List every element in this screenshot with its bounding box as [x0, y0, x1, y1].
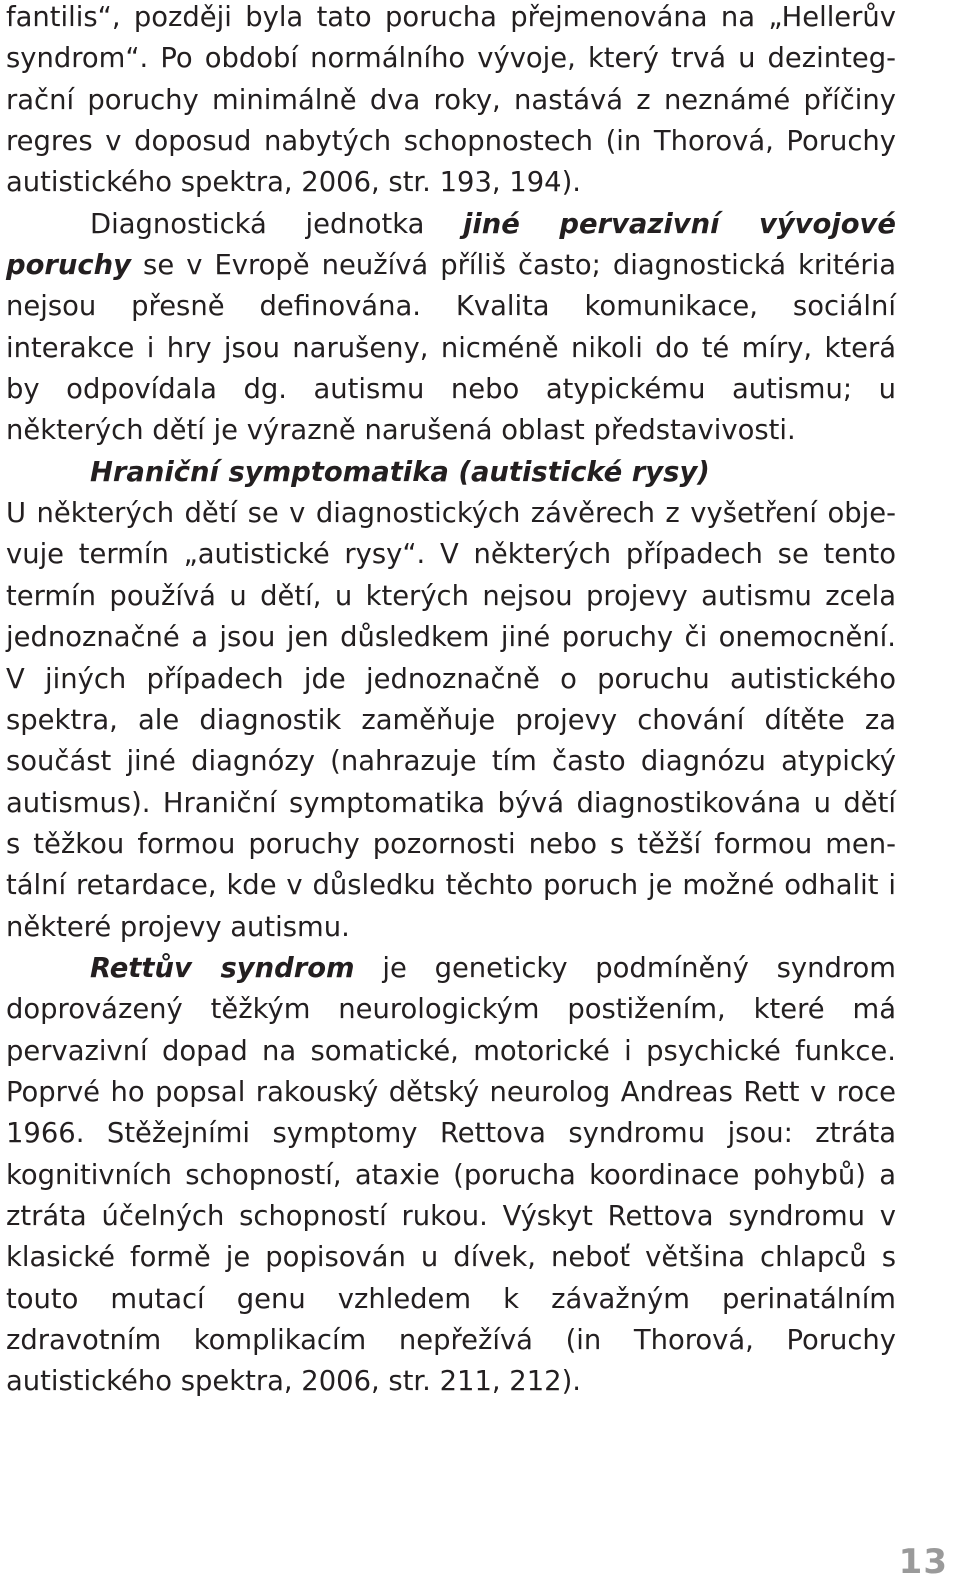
page-body — [6, 0, 896, 1403]
section-heading — [6, 452, 896, 493]
paragraph-text: se v Evropě neužívá příliš často; diagnostická kritéria nejsou přesně definována. Kvalita komunikace, sociální interakce i hry jsou narušeny, nicméně nikoli do té míry, která by odpovídala dg. autismu nebo atypickému autismu; u některých dětí je výrazně narušená oblast představivosti. — [6, 250, 896, 447]
paragraph-text: fantilis“, později byla tato porucha přejmenována na „Hellerův syndrom“. Po období normálního vývoje, který trvá u dezintegrační poruchy minimálně dva roky, nastává z neznámé příčiny regres v doposud nabytých schopnostech (in Thorová, Poruchy autistického spektra, 2006, str. 193, 194). — [6, 2, 896, 199]
paragraph-childhood-disintegrative — [6, 0, 896, 204]
paragraph-text: je geneticky podmíněný syndrom doprovázený těžkým neurologickým postižením, které má pervazivní dopad na somatické, motorické i psychické funkce. Poprvé ho popsal rakouský dětský neurolog Andreas Rett v roce 1966. Stěžejními symptomy Rettova syndromu jsou: ztráta kognitivních schopností, ataxie (porucha koordinace pohybů) a ztráta účelných schopností rukou. Výskyt Rettova syndromu v klasické formě je popisován u dívek, neboť většina chlapců s touto mutací genu vzhledem k závažným perinatálním zdravotním komplikacím nepřežívá (in Thorová, Poruchy autistického spektra, 2006, str. 211, 212). — [6, 952, 896, 1398]
paragraph-lead: Diagnostická jednotka — [90, 208, 464, 240]
page-number: 13 — [898, 1542, 948, 1582]
paragraph-rett — [6, 948, 896, 1403]
paragraph-text: U některých dětí se v diagnostických závěrech z vyšetření objevuje termín „autistické rysy“. V některých případech se tento termín používá u dětí, u kterých nejsou projevy autismu zcela jednoznačné a jsou jen důsledkem jiné poruchy či onemocnění. V jiných případech jde jednoznačně o poruchu autistického spektra, ale diagnostik zaměňuje projevy chování dítěte za součást jiné diagnózy (nahrazuje tím často diagnózu atypický autismus). Hraniční symptomatika bývá diagnostikována u dětí s těžkou formou poruchy pozornosti nebo s těžší formou mentální retardace, kde v důsledku těchto poruch je možné odhalit i některé projevy autismu. — [6, 498, 896, 943]
heading-borderline-symptoms: Hraniční symptomatika (autistické rysy) — [90, 456, 710, 488]
paragraph-borderline — [6, 493, 896, 948]
term-rett-syndrome: Rettův syndrom — [90, 952, 355, 984]
paragraph-other-pdd — [6, 204, 896, 452]
term-other-pdd: jiné pervazivní vývojové poruchy — [6, 208, 896, 282]
